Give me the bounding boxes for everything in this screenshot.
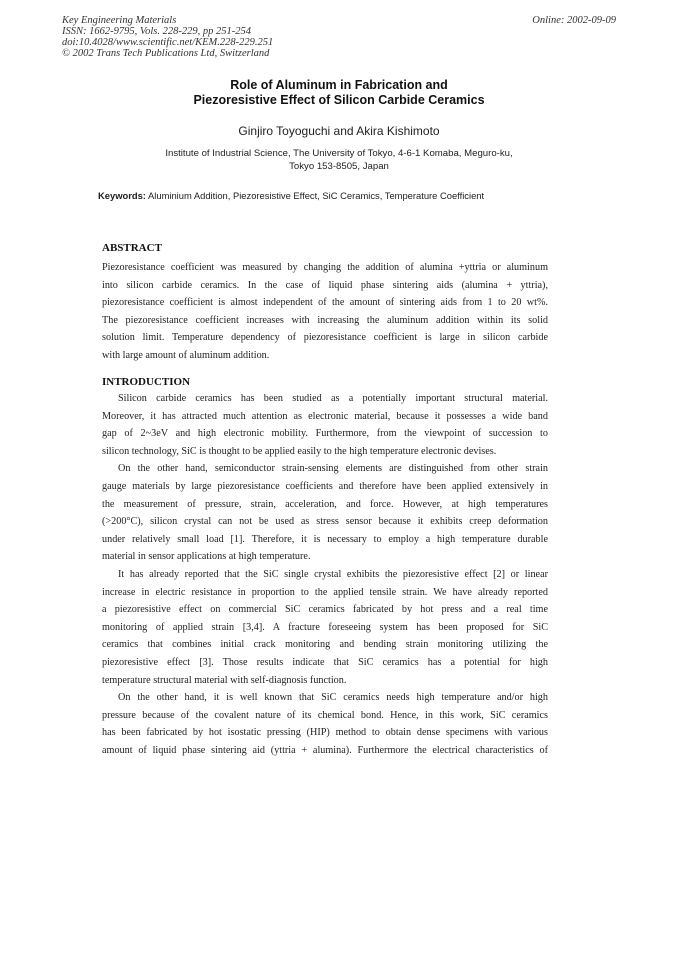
text-line: gap of 2~3eV and high electronic mobility. Furthermore, from the viewpoint of succession to	[102, 428, 548, 440]
journal-name: Key Engineering Materials	[62, 15, 177, 26]
keywords-text: Aluminium Addition, Piezoresistive Effect, SiC Ceramics, Temperature Coefficient	[148, 190, 485, 201]
introduction-heading: INTRODUCTION	[102, 376, 191, 388]
introduction-body	[102, 390, 548, 759]
abstract-heading: ABSTRACT	[102, 242, 162, 254]
text-line: pressure because of the covalent nature of its chemical bond. Hence, in this work, SiC ceramics	[102, 709, 548, 721]
online-date: Online: 2002-09-09	[532, 15, 616, 26]
affiliation	[0, 147, 678, 173]
text-line: On the other hand, it is well known that SiC ceramics needs high temperature and/or high	[118, 692, 548, 704]
text-line: (>200°C), silicon crystal can not be used as stress sensor because it exhibits creep deformation	[102, 516, 548, 528]
journal-issn: ISSN: 1662-9795, Vols. 228-229, pp 251-254	[62, 26, 251, 37]
journal-doi: doi:10.4028/www.scientific.net/KEM.228-229.251	[62, 37, 274, 48]
affiliation-line: Tokyo 153-8505, Japan	[289, 161, 389, 172]
text-line: with large amount of aluminum addition.	[102, 349, 270, 361]
text-line: temperature structural material with self-diagnosis function.	[102, 674, 347, 686]
text-line: piezoresistive effect [3]. Those results indicate that SiC ceramics has a potential for high	[102, 656, 548, 668]
text-line: piezoresistance coefficient is almost independent of the amount of sintering aids from 1 to 20 wt%.	[102, 297, 548, 309]
text-line: On the other hand, semiconductor strain-sensing elements are distinguished from other strain	[118, 463, 548, 475]
paper-title	[0, 78, 678, 108]
journal-copyright: © 2002 Trans Tech Publications Ltd, Switzerland	[62, 48, 270, 59]
affiliation-line: Institute of Industrial Science, The University of Tokyo, 4-6-1 Komaba, Meguro-ku,	[165, 148, 513, 159]
text-line: monitoring of applied strain [3,4]. A fracture foreseeing system has been proposed for SiC	[102, 621, 548, 633]
text-line: increase in electric resistance in proportion to the applied tensile strain. We have already reported	[102, 586, 548, 598]
text-line: into silicon carbide ceramics. In the case of liquid phase sintering aids (alumina + yttria),	[102, 279, 548, 291]
title-line: Role of Aluminum in Fabrication and	[230, 78, 448, 92]
text-line: ceramics that combines initial crack monitoring and bending strain monitoring utilizing the	[102, 639, 548, 651]
text-line: material in sensor applications at high temperature.	[102, 551, 311, 563]
journal-info	[62, 15, 273, 59]
text-line: has been fabricated by hot isostatic pressing (HIP) method to obtain dense specimens with various	[102, 727, 548, 739]
text-line: Piezoresistance coefficient was measured by changing the addition of alumina +yttria or aluminum	[102, 262, 548, 273]
text-line: a piezoresistive effect on commercial SiC ceramics fabricated by hot press and a real time	[102, 604, 548, 616]
text-line: The piezoresistance coefficient increases with increasing the aluminum addition within its solid	[102, 314, 548, 326]
text-line: Silicon carbide ceramics has been studied as a potentially important structural material.	[118, 393, 548, 404]
text-line: silicon technology, SiC is thought to be applied easily to the high temperature electronic devises.	[102, 445, 497, 457]
keywords-label: Keywords:	[98, 190, 146, 201]
text-line: solution limit. Temperature dependency of piezoresistance coefficient is large in silicon carbide	[102, 332, 548, 344]
text-line: It has already reported that the SiC single crystal exhibits the piezoresistive effect [2] or linear	[118, 568, 548, 580]
title-line: Piezoresistive Effect of Silicon Carbide Ceramics	[193, 93, 485, 107]
text-line: gauge materials by large piezoresistance coefficients and therefore have been applied extensively in	[102, 480, 548, 492]
text-line: amount of liquid phase sintering aid (yttria + alumina). Furthermore the electrical characteristics of	[102, 744, 548, 756]
text-line: the measurement of pressure, strain, acceleration, and force. However, at high temperatures	[102, 498, 548, 510]
keywords	[98, 190, 484, 201]
author-list: Ginjiro Toyoguchi and Akira Kishimoto	[238, 124, 440, 138]
text-line: under relatively small load [1]. Therefore, it is necessary to employ a high temperature durable	[102, 533, 548, 545]
text-line: Moreover, it has attracted much attention as electronic material, because it possesses a wide band	[102, 410, 548, 422]
abstract-body	[102, 259, 548, 365]
